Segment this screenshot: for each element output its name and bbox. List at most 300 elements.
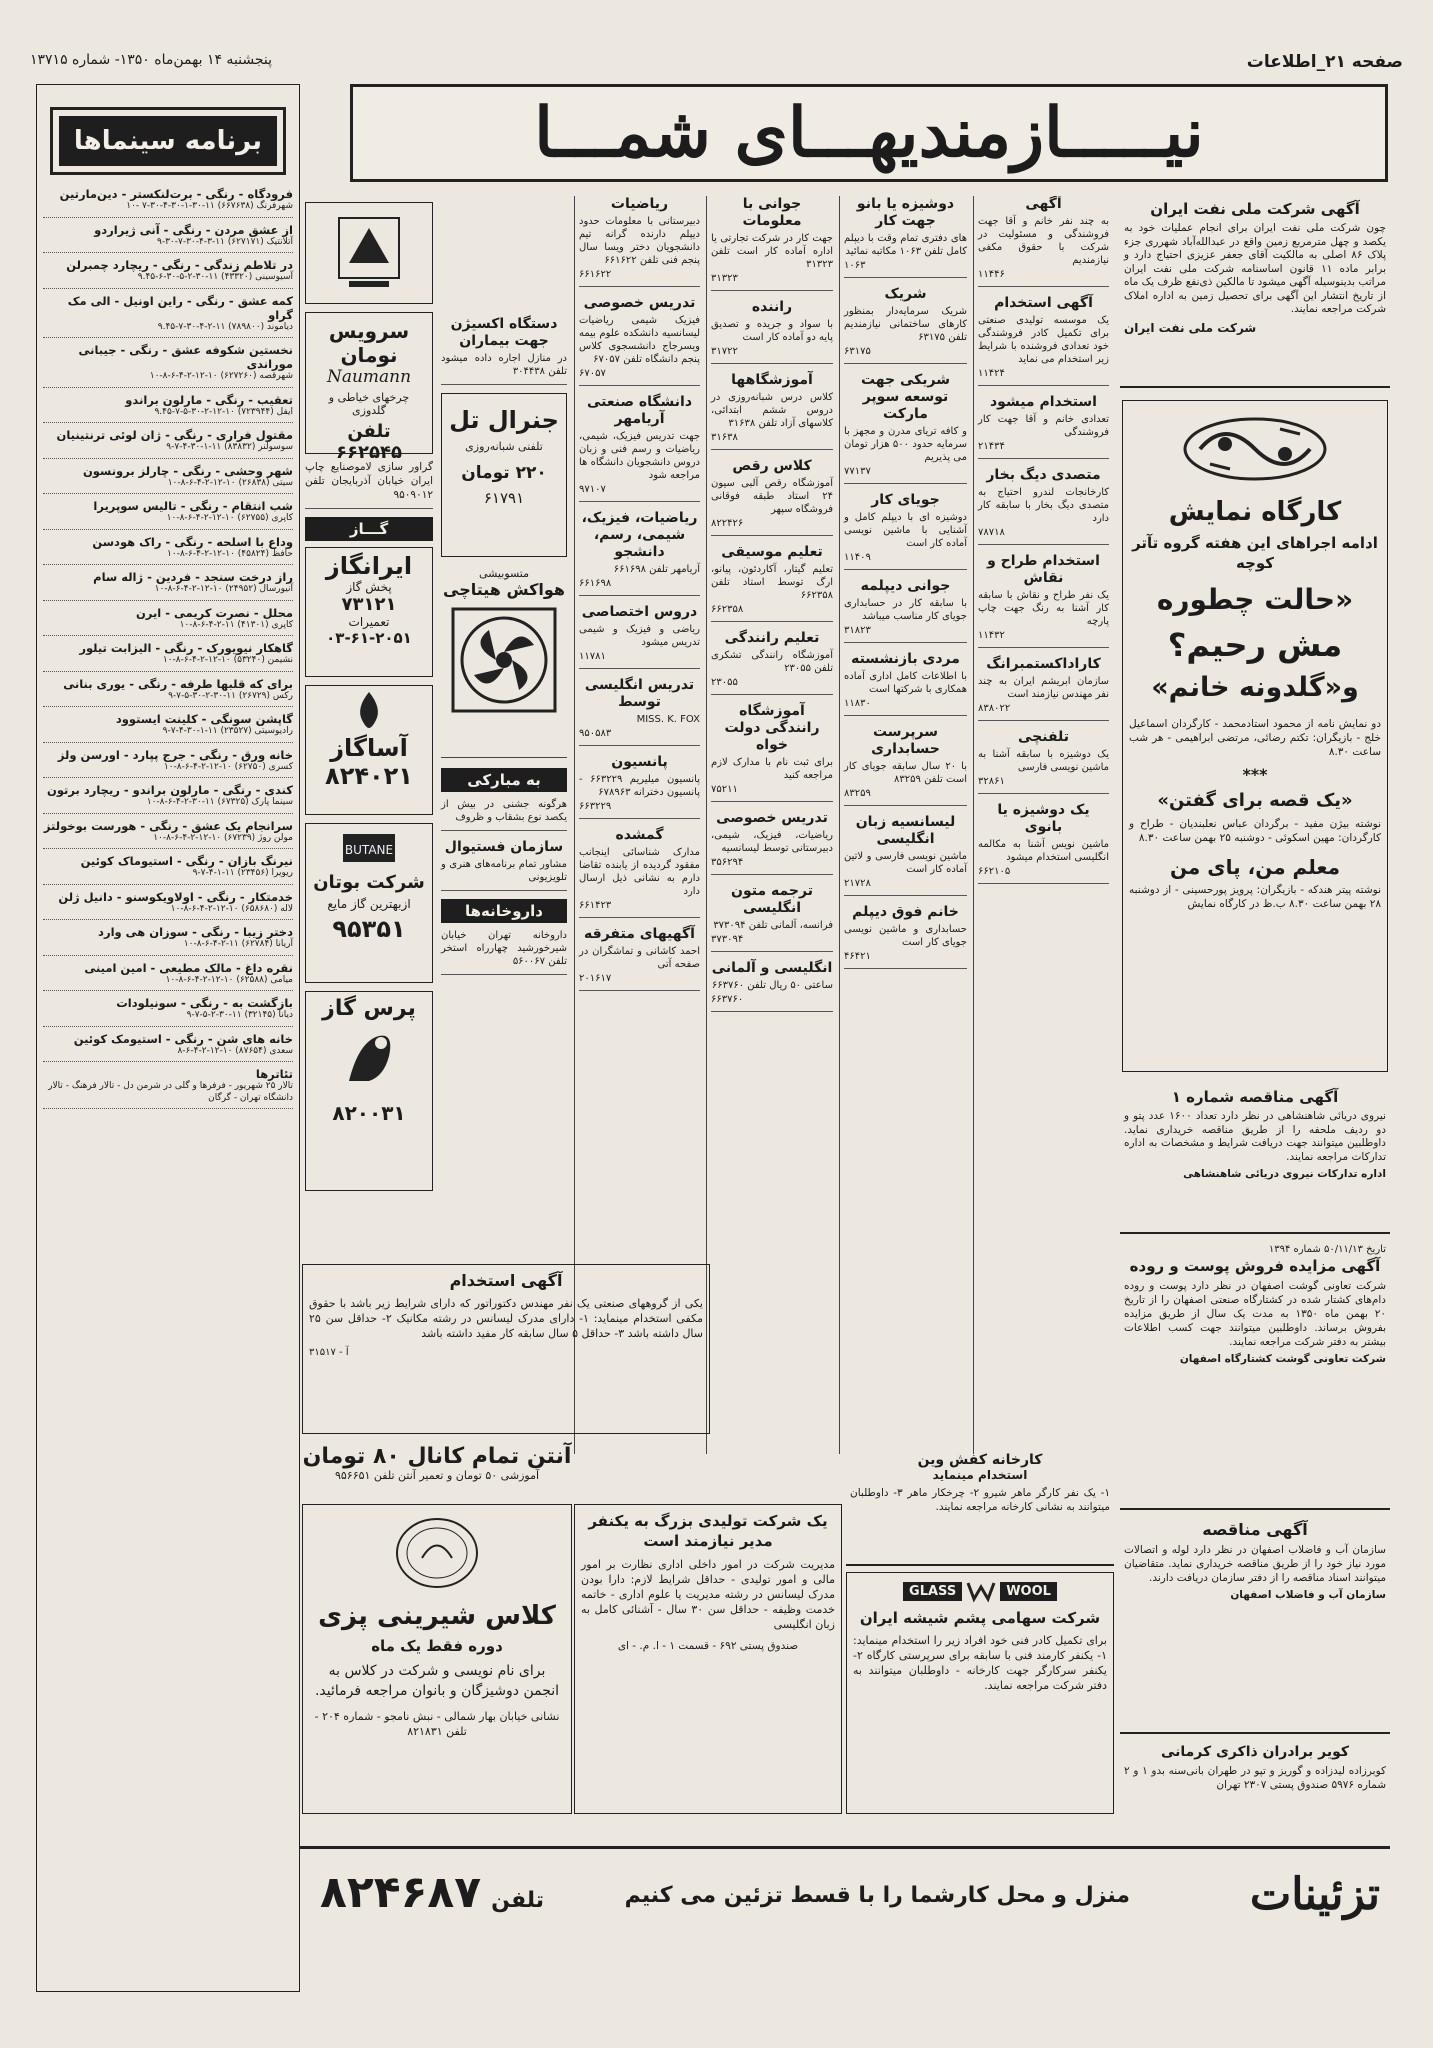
shoe-title: کارخانه کفش وین (917, 1452, 1043, 1468)
classified-item (978, 656, 1109, 721)
classified-heading: ترجمه متون انگلیسی (731, 883, 813, 916)
classified-heading: تدریس انگلیسی توسط (584, 677, 695, 710)
classified-heading: یک دوشیزه یا بانوی (997, 802, 1090, 835)
auction-notice (1120, 1240, 1390, 1510)
svg-text:BUTANE: BUTANE (344, 843, 394, 857)
classified-text: با سواد و جریده و تصدیق پایه دو آماده کار است (711, 319, 833, 343)
irangaz-sub: پخش گاز (346, 580, 392, 594)
cinema-entry-detail: دیاموند (۷۸۹۸۰۰) ۱۱-۲-۴-۳۰-۷-۹.۴۵ (157, 321, 293, 332)
hood-title: هواکش هیتاچی (443, 580, 565, 599)
classified-item (579, 827, 700, 918)
kavir-ad (1120, 1740, 1390, 1840)
classified-phone: ۱۱۸۳۰ (844, 698, 871, 709)
theater-play3: و«گلدونه خانم» (1151, 672, 1359, 703)
hood-ad (441, 567, 567, 758)
oil-sign: شرکت ملی نفت ایران (1124, 320, 1257, 335)
classified-heading: گمشده (615, 827, 664, 843)
classified-text: با ۲۰ سال سابقه جویای کار است تلفن ۸۳۲۵۹ (844, 761, 967, 785)
classified-item (711, 630, 833, 695)
general-sub: تلفنی شبانه‌روزی (465, 440, 543, 453)
naumann-latin: Naumann (326, 367, 412, 387)
shoe-ad (846, 1448, 1114, 1566)
naumann-phone (312, 421, 426, 463)
page-header (0, 0, 1433, 70)
butane-sub: ازبهترین گاز مایع (327, 897, 411, 911)
classified-heading: استخدام میشود (990, 394, 1097, 410)
classified-item (844, 651, 967, 716)
classified-heading: متصدی دیگ بخار (986, 467, 1101, 483)
irangaz-name: ایرانگاز (325, 552, 413, 580)
classified-text: آموزشگاه رقص آلبی سیون ۲۴ استاد طبقه فوقانی فروشگاه سپهر (711, 478, 833, 515)
cinema-entry-detail: سینما پارک (۶۷۳۲۵) ۱۱-۳۰-۲-۴-۶-۸-۱۰ (146, 797, 293, 807)
cinema-entry-title: سرانجام یک عشق - رنگی - هورست بوخولتز (43, 818, 293, 833)
classified-item (844, 372, 967, 484)
classified-heading: آموزشگاهها (731, 372, 813, 388)
classified-text: کارخانجات لندرو احتیاج به متصدی دیگ بخار با سابقه کار دارد (978, 487, 1109, 524)
classified-heading: دوشیزه یا بانو جهت کار (856, 196, 955, 229)
employment-title: آگهی استخدام (449, 1271, 563, 1290)
classified-heading: خانم فوق دیپلم (852, 904, 959, 920)
gravure-text: گراور سازی لاموصنایع چاپ ایران خیابان آذربایجان تلفن ۹۵۰۹۰۱۲ (305, 461, 433, 501)
classified-phone: ۶۷۰۵۷ (579, 368, 606, 379)
butane-logo-icon (339, 828, 399, 868)
classified-phone: ۶۶۳۲۲۹ (579, 801, 612, 812)
classifieds-col2 (706, 196, 837, 1454)
general-price: ۲۲۰ تومان (461, 463, 547, 483)
classified-heading: کاراداکستمبرانگ (986, 656, 1101, 672)
classified-text: برای ثبت نام با مدارک لازم مراجعه کنید (711, 757, 833, 781)
theater-extra-title: «یک قصه برای گفتن» (1157, 790, 1353, 811)
banner (350, 84, 1388, 182)
classified-item (711, 458, 833, 536)
wool-logo-text: WOOL (1000, 1582, 1057, 1601)
general-phone: ۶۱۷۹۱ (483, 489, 525, 507)
kavir-body: کوبرزاده لیدزاده و گوریز و تپو در طهران بانی‌سنه بدو ۱ و ۲ شماره ۵۹۷۶ صندوق پستی ۲۳۰۷ تهران (1124, 1765, 1386, 1791)
glasswool-ad (846, 1572, 1114, 1814)
cinema-heading-text: برنامه سینماها (59, 116, 277, 166)
classified-text: شریک سرمایه‌دار بمنظور کارهای ساختمانی نیازمندیم تلفن ۶۳۱۷۵ (844, 306, 967, 343)
classified-phone: ۸۳۲۵۹ (844, 788, 871, 799)
persgaz-name: پرس گاز (322, 996, 416, 1021)
classified-phone: ۸۲۲۴۲۶ (711, 518, 744, 529)
classified-item (711, 196, 833, 291)
footer-decor: تزئینات (1249, 1869, 1380, 1920)
classified-phone: ۳۱۷۲۲ (711, 346, 738, 357)
naumann-title: سرویس نومان (328, 319, 410, 367)
cinema-entry (43, 996, 293, 1027)
classified-heading: تدریس خصوصی (583, 295, 696, 311)
pastry-sub: دوره فقط یک ماه (371, 1637, 503, 1655)
classified-phone: ۶۶۱۶۲۲ (579, 269, 612, 280)
footer-phone-block (320, 1867, 544, 1918)
classifieds-col4 (973, 196, 1113, 1454)
seal-icon (392, 1513, 482, 1593)
classified-text: و کافه تریای مدرن و مجهز با سرمایه حدود ۵۰۰ هزار تومان می پذیریم (844, 426, 967, 463)
cinema-entry-title: برای که قلبها طرفه - رنگی - یوری بنانی (63, 676, 293, 691)
classified-phone: ۳۱۳۲۳ (711, 273, 738, 284)
classified-item (579, 754, 700, 819)
irangaz-phone2: ۰۳-۶۱-۲۰۵۱ (326, 629, 412, 647)
classified-phone: ۷۷۱۳۷ (844, 466, 871, 477)
cinema-entry-title: کندی - رنگی - مارلون براندو - ریچارد برتون (47, 783, 293, 797)
classified-text: با اطلاعات کامل اداری آماده همکاری با شرکتها است (844, 671, 967, 695)
cinema-entry (43, 854, 293, 885)
ad-col-b (438, 196, 570, 1260)
classified-heading: استخدام طراح و نقاش (987, 553, 1100, 586)
classified-heading: آگهی استخدام (994, 295, 1093, 311)
classified-phone: ۶۶۲۱۰۵ (978, 866, 1011, 877)
classified-text: تعدادی خانم و آقا جهت کار فروشندگی (978, 414, 1109, 438)
classified-heading: ریاضیات، فیزیک، شیمی، رسم، دانشجو (581, 510, 698, 560)
device-ad (441, 316, 567, 385)
classified-text: یک دوشیزه با سابقه آشنا به ماشین نویسی فارسی (978, 749, 1109, 773)
kavir-title: کویر برادران ذاکری کرمانی (1160, 1744, 1350, 1760)
cinema-entry (43, 294, 293, 339)
glasswool-emblem-icon (966, 1579, 996, 1603)
classified-heading: دانشگاه صنعتی آریامهر (586, 394, 693, 427)
classified-heading: جویای کار (871, 492, 940, 508)
stars-divider: *** (1242, 765, 1268, 784)
cinema-entry (43, 712, 293, 743)
cinema-entry-title: دختر زیبا - رنگی - سوزان هی وارد (98, 925, 293, 939)
classified-text: ریاضیات، فیزیک، شیمی، دبیرستانی توسط لیسانسیه (711, 830, 833, 854)
oil-notice (1120, 196, 1390, 388)
cinema-entry (43, 890, 293, 921)
classified-text: ریاضی و فیزیک و شیمی تدریس میشود (579, 624, 700, 648)
asagaz-name: آساگاز (330, 734, 408, 762)
pharmacy-body: داروخانه تهران خیابان شیرخورشید چهارراه استخر تلفن ۵۶۰۰۶۷ (441, 930, 567, 967)
classified-text: فرانسه، آلمانی تلفن ۳۷۳۰۹۴ (713, 920, 833, 931)
classified-item (978, 394, 1109, 459)
classified-item (579, 604, 700, 669)
cinema-entry-title: نقره داغ - مالک مطیعی - امین امینی (84, 960, 293, 975)
cinema-entry-detail: ریویرا (۲۳۴۵۶) ۱۱-۱-۴-۷-۹ (192, 868, 293, 878)
classified-phone: ۲۱۷۲۸ (844, 878, 871, 889)
cinema-column (36, 84, 300, 1992)
classified-phone: ۱۱۴۰۹ (844, 552, 871, 563)
classified-text: یک موسسه تولیدی صنعتی برای تکمیل کادر فروشندگی خود تعدادی فروشنده با شرایط زیر استخدام می نماید (978, 315, 1109, 365)
cinema-entry (43, 961, 293, 992)
classified-heading: انگلیسی و آلمانی (711, 960, 833, 976)
cinema-entry (43, 925, 293, 956)
gas-header: گـــاز (305, 517, 433, 541)
classified-phone: ۶۶۱۴۲۳ (579, 900, 612, 911)
hood-sub: متسوبیشی (478, 567, 530, 580)
classified-heading: جوانی دیپلمه (860, 578, 951, 594)
classified-item (711, 883, 833, 952)
classified-heading: جوانی با معلومات (742, 196, 802, 229)
classified-phone: ۹۵۰۵۸۳ (579, 728, 612, 739)
theater-teacher-body: نوشته پیتر هندکه - بازیگران: پرویز پورحسینی - از دوشنبه ۲۸ بهمن ساعت ۸.۳۰ ب.ظ در کارگاه نمایش (1129, 884, 1381, 910)
classified-phone: ۶۳۱۷۵ (844, 346, 871, 357)
classified-phone: ۱۱۷۸۱ (579, 651, 606, 662)
cinema-entry-title: خدمتکار - رنگی - اولاویکوسنو - دانیل ژلن (58, 889, 293, 904)
cinema-entry-title: تئاترها (255, 1067, 293, 1081)
antenna-ad (302, 1440, 572, 1498)
glasswool-body: برای تکمیل کادر فنی خود افراد زیر را استخدام مینماید: ۱- یکنفر کارمند فنی با سابقه برای سرپرستی کارگاه ۲- یکنفر سرکارگر جهت کارخانه - داوطلبان میتوانند به دفتر شرکت مراجعه نمایند. (853, 1634, 1107, 1692)
classified-phone: ۳۲۸۶۱ (978, 776, 1005, 787)
classified-item (579, 926, 700, 991)
gift-header: به مبارکی (441, 768, 567, 792)
naumann-sub: چرخهای خیاطی و گلدوزی (328, 391, 410, 417)
cinema-entry-detail: لاله (۶۵۸۶۸۰) ۱۰-۱۲-۲-۴-۶-۸-۱۰ (170, 903, 293, 914)
classified-phone: ۱۱۴۳۲ (978, 630, 1005, 641)
cinema-entry-title: خانه ورق - رنگی - جرج پپارد - اورسن ولز (57, 747, 293, 762)
tender1-sign: اداره تدارکات نیروی دریائی شاهنشاهی (1183, 1168, 1386, 1180)
printing-logo-icon (334, 213, 404, 293)
production-addr: صندوق پستی ۶۹۲ - قسمت ۱ - ا. م. - ای (617, 1640, 799, 1652)
classified-text: با سابقه کار در حسابداری جویای کار مناسب میباشد (844, 598, 967, 622)
theater-play2: مش رحیم؟ (1167, 626, 1343, 664)
shoe-sub: استخدام مینماید (932, 1468, 1028, 1482)
theater-ad (1122, 400, 1388, 1072)
classified-heading: آگهیهای متفرقه (584, 926, 695, 942)
gravure-ad (305, 460, 433, 509)
employment-wide (302, 1264, 710, 1434)
butane-ad (305, 823, 433, 983)
classified-phone: ۶۶۲۳۵۸ (711, 604, 744, 615)
classified-item (978, 553, 1109, 648)
cinema-entry-title: نخستین شکوفه عشق - رنگی - جیبانی موراندی (78, 343, 293, 371)
cinema-entry-detail: شهرقصه (۶۲۷۲۶۰) ۱۰-۱۲-۲-۴-۶-۸-۱۰ (149, 371, 293, 381)
classified-text: تعلیم گیتار، آکاردئون، پیانو، ارگ توسط استاد تلفن ۶۶۲۳۵۸ (711, 564, 833, 601)
classified-item (579, 677, 700, 746)
cinema-entry-title: شب انتقام - رنگی - تالیس سوپریرا (93, 499, 293, 513)
classified-item (711, 544, 833, 622)
cinema-entry (43, 428, 293, 459)
cinema-entry (43, 187, 293, 218)
classified-heading: مردی بازنشسته (851, 651, 960, 667)
classified-text: احمد کاشانی و تماشگران در صفحه آتی (579, 946, 700, 970)
classified-phone: ۸۳۸۰۲۲ (978, 703, 1011, 714)
tender2-body: سازمان آب و فاضلاب اصفهان در نظر دارد لوله و اتصالات مورد نیاز خود را از طریق مناقصه خریداری نماید. متقاضیان میتوانند اسناد مناقصه را از دفتر سازمان دریافت دارند. (1124, 1544, 1386, 1584)
cinema-entry-detail: ایفل (۷۲۳۹۴۴) ۱۰-۱۲-۲-۳۰-۵-۷-۹.۴۵ (154, 406, 293, 417)
cinema-entry-title: از عشق مردن - رنگی - آنی ژیراردو (94, 222, 293, 237)
irangaz-phone: ۷۳۱۲۱ (341, 594, 397, 615)
tender2-notice (1120, 1516, 1390, 1734)
lion-emblem-icon (339, 1021, 399, 1091)
glasswool-logo (853, 1579, 1107, 1603)
classified-text: یک نفر طراح و نقاش با سابقه کار آشنا به رنگ جهت چاپ پارچه (978, 590, 1109, 627)
classified-item (844, 286, 967, 364)
classified-phone: ۳۷۳۰۹۴ (711, 934, 744, 945)
glasswool-title: شرکت سهامی پشم شیشه ایران (859, 1609, 1101, 1627)
classified-heading: آموزشگاه رانندگی دولت خواه (724, 703, 820, 753)
classified-heading: تدریس خصوصی (716, 810, 828, 826)
asagaz-phone: ۸۲۴۰۲۱ (325, 762, 413, 790)
cinema-entry-detail: نشیمن (۵۳۲۴۰) ۱۰-۱۲-۲-۴-۶-۸-۱۰ (162, 655, 293, 665)
classified-phone: ۹۷۱۰۷ (579, 484, 606, 495)
auction-sign: شرکت تعاونی گوشت کشتارگاه اصفهان (1179, 1353, 1386, 1365)
classified-phone: ۳۱۶۳۸ (711, 432, 738, 443)
cinema-entry (43, 1067, 293, 1109)
classified-item (844, 814, 967, 896)
production-title: یک شرکت تولیدی بزرگ به یکنفر مدیر نیازمند است (588, 1512, 828, 1550)
naumann-phone-label: تلفن (347, 421, 391, 442)
footer-phone-label: تلفن (491, 1888, 545, 1913)
classified-heading: تعلیم رانندگی (724, 630, 820, 646)
classified-heading: راننده (751, 299, 793, 315)
cinema-entry-title: بازگشت به - رنگی - سونیلودات (116, 996, 293, 1010)
theater-teacher: معلم من، پای من (1169, 855, 1341, 879)
cinema-entry (43, 570, 293, 601)
theater-ornament-icon (1180, 414, 1330, 484)
cinema-entry-detail: میامی (۶۲۵۸۸) ۱۰-۱۲-۲-۴-۶-۸-۱۰ (165, 974, 293, 985)
cinema-entry-detail: آنیورسال (۲۴۹۵۲) ۱۰-۱۲-۲-۴-۶-۸-۱۰ (154, 584, 293, 594)
footer-slogan: منزل و محل کارشما را با قسط تزئین می کنیم (624, 1883, 1130, 1908)
classified-heading: شریکی جهت توسعه سوپر مارکت (860, 372, 951, 422)
festival-ad (441, 839, 567, 891)
fan-icon (449, 605, 559, 715)
cinema-entry-detail: کاپری (۶۲۷۵۵) ۱۰-۱۲-۲-۴-۶-۸-۱۰ (166, 513, 293, 523)
classified-text: آریامهر تلفن ۶۶۱۶۹۸ (613, 564, 700, 575)
footer-phone: ۸۲۴۶۸۷ (320, 1867, 482, 1918)
persgaz-phone: ۸۲۰۰۳۱ (332, 1101, 406, 1125)
cinema-entry-detail: مولن روژ (۶۷۲۳۹) ۱۰-۱۲-۲-۴-۶-۸-۱۰ (153, 832, 293, 843)
classified-text: فیزیک شیمی ریاضیات لیسانسیه دانشکده علوم بیمه ویسرجاج دانشسجوی کلاس پنجم دانشگاه تلفن ۶۷۰۵۷ (579, 315, 700, 365)
classified-item (579, 196, 700, 287)
classified-item (978, 295, 1109, 386)
classified-item (711, 299, 833, 364)
tender2-title: آگهی مناقصه (1202, 1520, 1308, 1539)
classified-text: ساعتی ۵۰ ریال تلفن ۶۶۳۷۶۰ (711, 980, 833, 991)
classified-item (579, 295, 700, 386)
shoe-body: ۱- یک نفر کارگر ماهر شیرو ۲- چرخکار ماهر ۳- داوطلبان میتوانند به نشانی کارخانه مراجعه نمایند. (850, 1487, 1110, 1513)
classified-phone: ۲۰۱۶۱۷ (579, 973, 612, 984)
classified-heading: پانسیون (611, 754, 668, 770)
classified-item (711, 372, 833, 450)
classified-item (978, 467, 1109, 545)
theater-title: کارگاه نمایش (1168, 497, 1342, 527)
classified-item (844, 904, 967, 969)
classified-phone: ۱۱۴۴۶ (978, 269, 1005, 280)
classified-phone: ۷۵۲۱۱ (711, 784, 738, 795)
cinema-entry-detail: رادیوسیتی (۲۳۵۲۷) ۱۱-۱-۳۰-۴-۷-۹ (162, 726, 293, 736)
classified-phone: ۳۵۶۲۹۴ (711, 857, 744, 868)
classified-heading: سرپرست حسابداری (871, 724, 940, 757)
irangaz-label: تعمیرات (348, 615, 390, 629)
classified-text: پانسیون میلیریم ۶۶۳۲۲۹ - پانسیون دخترانه ۶۷۸۹۶۳ (579, 774, 700, 798)
cinema-entry-detail: آسیوسینی (۴۳۳۲۰) ۱۱-۳۰-۲-۵-۳۰-۶-۹.۴۵ (137, 272, 293, 282)
pharmacy-ad (441, 929, 567, 975)
antenna-text: آنتن تمام کانال ۸۰ تومان (302, 1444, 572, 1469)
cinema-entry-detail: کاپری (۴۱۳۰۱) ۱۱-۲-۴-۶-۸-۱۰ (179, 619, 293, 630)
classified-item (579, 510, 700, 596)
pastry-body: برای نام نویسی و شرکت در کلاس به انجمن دوشیزگان و بانوان مراجعه فرمائید. (314, 1663, 560, 1699)
cinema-entry-title: نیرنگ بازان - رنگی - استیوماک کوئین (80, 854, 293, 868)
cinema-entry-detail: شهرفرنگ (۶۶۷۶۳۸) ۱۱-۳۰-۱-۳۰-۴-۳۰-۷ -۱۰ (126, 201, 293, 211)
employment-ref: آ - ۳۱۵۱۷ (309, 1347, 349, 1358)
pastry-addr: نشانی خیابان بهار شمالی - نبش نامجو - شماره ۲۰۴ - تلفن ۸۲۱۸۳۱ (314, 1710, 560, 1738)
oil-body: چون شرکت ملی نفت ایران برای انجام عملیات خود به یکصد و چهل مترمربع زمین واقع در عبدالله‌آباد شهرری جزء پلاک ۸۶ اصلی به مالکیت آقای جعفر عزیزی احتیاج دارد و برابر ماده ۱۱ قانون اساسنامه شرکت ملی نفت ایران مراتب بدینوسیله آگهی میشود تا مالکین ذی‌نفع ظرف یک ماه از تاریخ انتشار این آگهی برای تحصیل زمین به اداره املاک شرکت مراجعه نمایند. (1124, 222, 1386, 315)
classified-text: مدارک شناسائی اینجانب مفقود گردیده از یابنده تقاضا دارم به نشانی ذیل ارسال دارد (579, 847, 700, 897)
classified-phone: ۶۶۳۷۶۰ (711, 994, 744, 1005)
general-tel-ad (441, 393, 567, 557)
cinema-entry (43, 535, 293, 566)
cinema-entry (43, 783, 293, 814)
cinema-list (43, 187, 293, 1109)
classified-text: دوشیزه ای با دیپلم کامل و آشنایی با ماشین نویسی آماده کار است (844, 512, 967, 549)
butane-phone: ۹۵۳۵۱ (332, 915, 406, 943)
classified-phone: ۲۳۰۵۵ (711, 677, 738, 688)
cinema-entry-title: گاپشن سونگی - کلینت ایستوود (115, 712, 293, 726)
classified-item (844, 492, 967, 570)
production-ad (574, 1504, 842, 1814)
gift-body: هرگونه جشنی در بیش از یکصد نوع بشقاب و ظروف (441, 799, 567, 823)
tender1-body: نیروی دریائی شاهنشاهی در نظر دارد تعداد ۱۶۰۰ عدد پتو و دو ردیف ملحفه را از طریق مناقصه خریداری نماید. داوطلبین میتوانند جهت دریافت شرایط و مشخصات به اداره تدارکات مراجعه نمایند. (1124, 1110, 1386, 1163)
tender1-notice (1120, 1084, 1390, 1234)
classified-text: های دفتری تمام وقت با دیپلم کامل تلفن ۱۰۶۳ مکاتبه نمائید (844, 233, 967, 257)
glass-logo-text: GLASS (903, 1582, 962, 1601)
classified-phone: ۱۰۶۳ (844, 260, 866, 271)
cinema-entry-title: شهر وحشی - رنگی - چارلز برونسون (82, 463, 293, 478)
classified-heading: ریاضیات (610, 196, 669, 212)
classified-item (711, 960, 833, 1012)
classified-item (711, 810, 833, 875)
cinema-entry-title: راز درخت سنجد - فردین - ژاله سام (93, 570, 293, 584)
classified-text: حسابداری و ماشین نویسی جویای کار است (844, 924, 967, 948)
classified-heading: دروس اختصاصی (581, 604, 698, 620)
classified-item (844, 196, 967, 278)
classified-item (844, 724, 967, 806)
classified-phone: ۶۶۱۶۹۸ (579, 578, 612, 589)
classified-phone: ۲۱۴۳۴ (978, 441, 1005, 452)
classified-text: دبیرستانی با معلومات حدود دیپلم دارنده گرانه تیم دانشجویان دختر ویسا سال پنجم فنی تلفن ۶۶۱۶۲۲ (579, 216, 700, 266)
cinema-entry-detail: تالار ۲۵ شهریور - فرفرها و گلی در شرمن دل - تالار فرهنگ - تالار دانشگاه تهران - گرگان (48, 1081, 293, 1103)
classified-text: کلاس درس شبانه‌روزی در دروس ششم ابتدائی، کلاسهای آزاد تلفن ۳۱۶۳۸ (711, 392, 833, 429)
date-line: پنجشنبه ۱۴ بهمن‌ماه ۱۳۵۰- شماره ۱۳۷۱۵ (30, 52, 273, 68)
cinema-heading (50, 107, 286, 175)
festival-title: سازمان فستیوال (444, 839, 564, 855)
banner-title: نیـــــازمندیهـــای شمـــا (534, 93, 1204, 173)
tender1-title: آگهی مناقصه شماره ۱ (1171, 1088, 1339, 1106)
classified-item (978, 802, 1109, 884)
cinema-entry (43, 748, 293, 779)
cinema-entry-title: فرودگاه - رنگی - برت‌لنکستر - دین‌مارتین (59, 187, 293, 201)
cinema-entry-detail: دیانا (۳۲۱۴۵) ۱۱-۳۰-۲-۵-۷-۹ (186, 1010, 293, 1020)
classified-heading: شریک (884, 286, 927, 302)
cinema-entry-title: کمه عشق - رنگی - راین اونیل - الی مک گراو (67, 293, 293, 322)
butane-name: شرکت بوتان (313, 872, 425, 893)
cinema-entry (43, 393, 293, 424)
cinema-entry (43, 1032, 293, 1063)
footer-ad (300, 1846, 1390, 1996)
naumann-phone-number: ۶۶۲۵۴۵ (336, 442, 402, 463)
classifieds-col3 (839, 196, 971, 1454)
cinema-entry-detail: حافظ (۴۵۸۲۴) ۱۰-۱۲-۲-۴-۶-۸-۱۰ (167, 548, 293, 559)
cinema-entry-title: تعقیب - رنگی - مارلون براندو (125, 392, 293, 407)
tender2-sign: سازمان آب و فاضلاب اصفهان (1230, 1589, 1386, 1601)
classified-text: جهت کار در شرکت تجارتی یا اداره آماده کار است تلفن ۳۱۳۲۳ (711, 233, 833, 270)
classified-phone: ۳۱۸۲۳ (844, 625, 871, 636)
classified-heading: کلاس رقص (732, 458, 812, 474)
ad-col-a (302, 196, 436, 1260)
cinema-entry (43, 258, 293, 289)
cinema-entry-detail: رکس (۲۶۷۲۹) ۱۱-۳۰-۲-۳۰-۵-۷-۹ (168, 690, 293, 701)
theater-extra-body: نوشته بیژن مفید - برگردان عباس نعلبندیان - طراح و کارگردان: مهین اسکوئی - دوشنبه ۲۵ بهمن ساعت ۸.۳۰ (1129, 818, 1381, 844)
classified-text: ماشین نویسی فارسی و لاتین آماده کار است (844, 851, 967, 875)
oil-title: آگهی شرکت ملی نفت ایران (1150, 200, 1360, 218)
cinema-entry-detail: کسری (۶۲۷۵۰) ۱۰-۱۲-۲-۴-۶-۸-۱۰ (163, 761, 293, 772)
pastry-class-ad (302, 1504, 572, 1814)
flame-icon (354, 690, 384, 730)
classified-text: سازمان ابریشم ایران به چند نفر مهندس نیازمند است (978, 676, 1109, 700)
auction-title: آگهی مزایده فروش پوست و روده (1129, 1257, 1381, 1275)
cinema-entry-detail: سوسولنر (۸۳۸۳۲) ۱۱-۱-۳۰-۴-۷-۹ (166, 442, 293, 452)
classified-text: جهت تدریس فیزیک، شیمی، ریاضیات و رسم فنی و زبان دروس دانشجویان دانشگاه ها مراجعه شود (579, 431, 700, 481)
classified-phone: ۷۸۷۱۸ (978, 527, 1005, 538)
festival-body: مشاور تمام برنامه‌های هنری و تلویزیونی (441, 859, 567, 883)
